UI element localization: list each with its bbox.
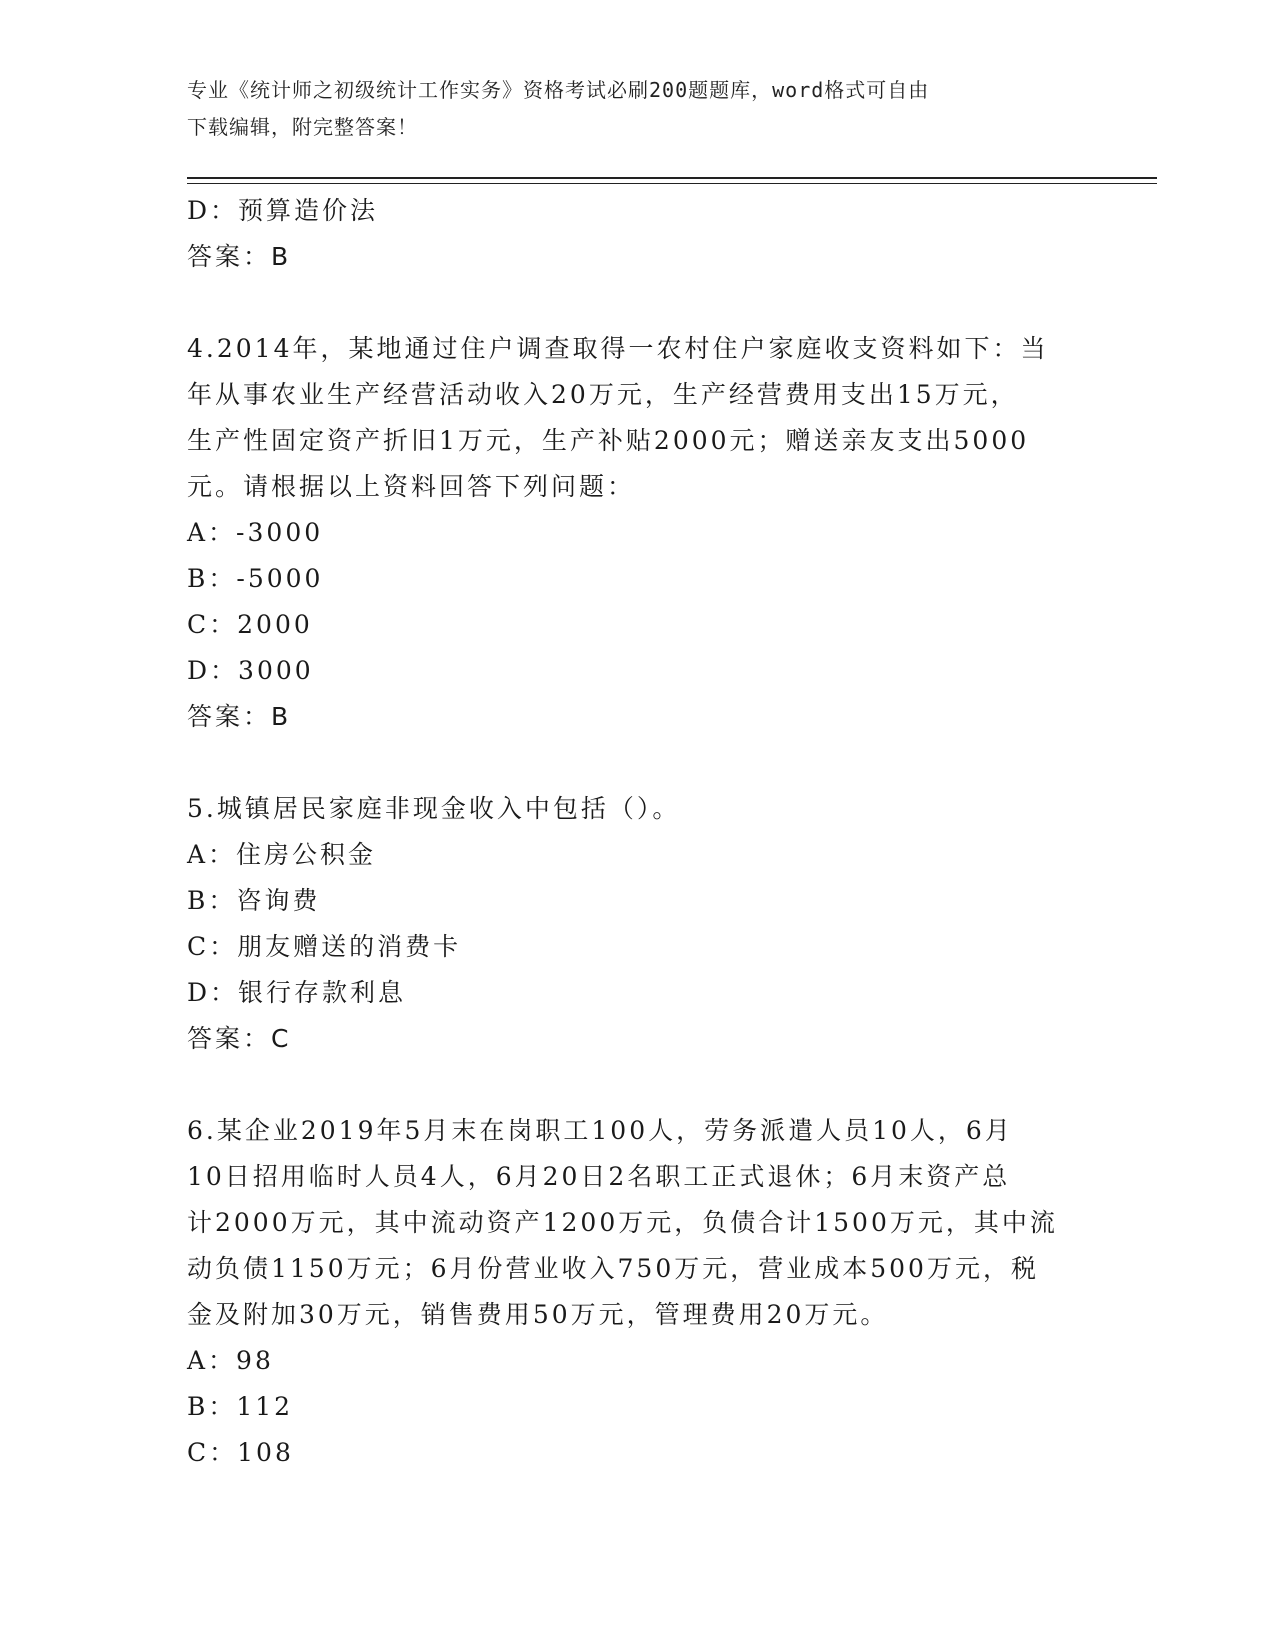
question-stem-line: 年从事农业生产经营活动收入20万元，生产经营费用支出15万元， bbox=[187, 380, 1019, 409]
question-stem-line: 元。请根据以上资料回答下列问题： bbox=[187, 472, 636, 501]
question-stem-line: 6.某企业2019年5月末在岗职工100人，劳务派遣人员10人，6月 bbox=[187, 1116, 1013, 1145]
answer-line: 答案：B bbox=[187, 702, 292, 731]
header-line-2: 下载编辑，附完整答案！ bbox=[187, 115, 418, 139]
question-stem-line: 计2000万元，其中流动资产1200万元，负债合计1500万元，其中流 bbox=[187, 1208, 1058, 1237]
option-b: B：咨询费 bbox=[187, 886, 321, 915]
question-4-stem bbox=[187, 326, 1067, 510]
option-c: C：108 bbox=[187, 1438, 294, 1467]
option-a: A：98 bbox=[187, 1346, 274, 1375]
header-divider-thin bbox=[187, 183, 1157, 184]
answer-line: 答案：C bbox=[187, 1024, 292, 1053]
option-d: D：预算造价法 bbox=[187, 196, 379, 225]
question-stem-line: 动负债1150万元；6月份营业收入750万元，营业成本500万元，税 bbox=[187, 1254, 1039, 1283]
question-stem-line: 10日招用临时人员4人，6月20日2名职工正式退休；6月末资产总 bbox=[187, 1162, 1011, 1191]
question-5-stem bbox=[187, 786, 1067, 832]
option-a: A：住房公积金 bbox=[187, 840, 377, 869]
question-6-stem bbox=[187, 1108, 1067, 1338]
option-d: D：3000 bbox=[187, 656, 314, 685]
option-a: A：-3000 bbox=[187, 518, 324, 547]
option-b: B：112 bbox=[187, 1392, 294, 1421]
document-header bbox=[187, 72, 1067, 146]
question-stem-line: 5.城镇居民家庭非现金收入中包括（）。 bbox=[187, 794, 681, 823]
question-content bbox=[187, 188, 1067, 1476]
spacer bbox=[187, 280, 1067, 326]
question-stem-line: 生产性固定资产折旧1万元，生产补贴2000元；赠送亲友支出5000 bbox=[187, 426, 1030, 455]
option-b: B：-5000 bbox=[187, 564, 324, 593]
header-line-1: 专业《统计师之初级统计工作实务》资格考试必刷200题题库，word格式可自由 bbox=[187, 78, 930, 102]
question-stem-line: 4.2014年，某地通过住户调查取得一农村住户家庭收支资料如下：当 bbox=[187, 334, 1049, 363]
header-divider-thick bbox=[187, 177, 1157, 179]
option-c: C：朋友赠送的消费卡 bbox=[187, 932, 462, 961]
answer-line: 答案：B bbox=[187, 242, 292, 271]
spacer bbox=[187, 1062, 1067, 1108]
question-stem-line: 金及附加30万元，销售费用50万元，管理费用20万元。 bbox=[187, 1300, 889, 1329]
option-d: D：银行存款利息 bbox=[187, 978, 407, 1007]
spacer bbox=[187, 740, 1067, 786]
option-c: C：2000 bbox=[187, 610, 313, 639]
